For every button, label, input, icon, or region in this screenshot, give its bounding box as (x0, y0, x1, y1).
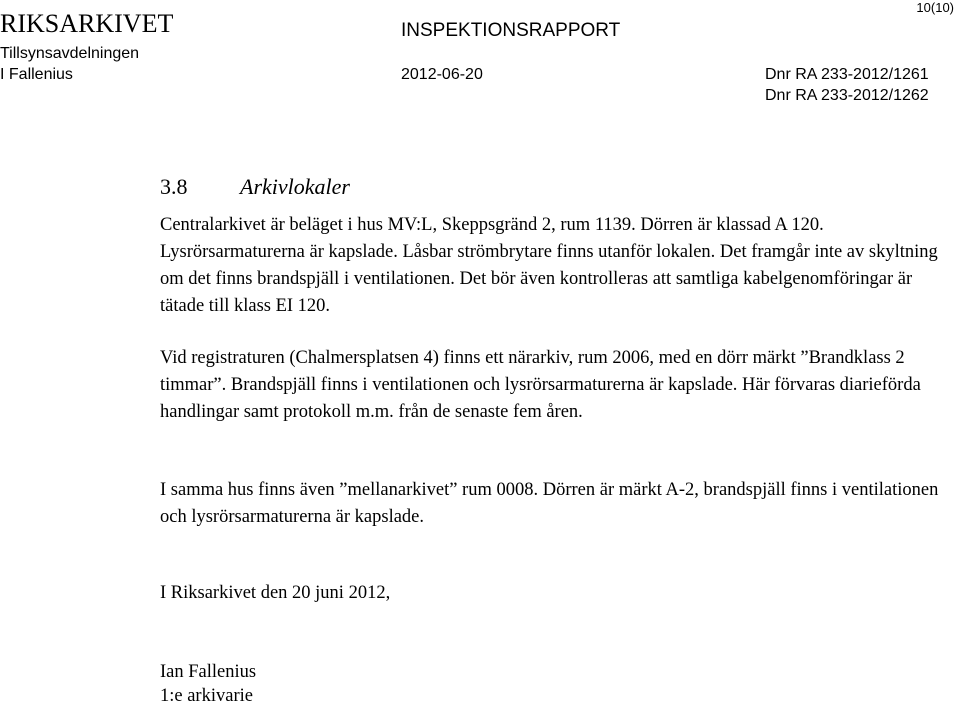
paragraph-registry-archive: Vid registraturen (Chalmersplatsen 4) finns ett närarkiv, rum 2006, med en dörr märkt ”Brandklass 2 timmar”. Brandspjäll finns i ventilationen och lysrörsarmaturerna är kapslade. Här förvaras diarieförda handlingar samt protokoll m.m. från de senaste fem åren. (160, 348, 921, 422)
signoff-place-date: I Riksarkivet den 20 juni 2012, (160, 583, 391, 603)
page-number: 10(10) (916, 0, 954, 15)
signer-name: Ian Fallenius (160, 662, 257, 682)
author-name: I Fallenius (0, 66, 73, 83)
organization-name: RIKSARKIVET (0, 9, 174, 38)
report-type: INSPEKTIONSRAPPORT (401, 20, 621, 41)
registration-number-1: Dnr RA 233-2012/1261 (765, 66, 929, 83)
report-date: 2012-06-20 (401, 66, 483, 83)
registration-number-2: Dnr RA 233-2012/1262 (765, 87, 929, 104)
section-heading (160, 174, 350, 200)
signer-title: 1:e arkivarie (160, 686, 253, 706)
paragraph-central-archive: Centralarkivet är beläget i hus MV:L, Skeppsgränd 2, rum 1139. Dörren är klassad A 120. Lysrörsarmaturerna är kapslade. Låsbar strömbrytare finns utanför lokalen. Det framgår inte av skyltning om det finns brandspjäll i ventilationen. Det bör även kontrolleras att samtliga kabelgenomföringar är tätade till klass EI 120. (160, 215, 938, 316)
paragraph-intermediate-archive: I samma hus finns även ”mellanarkivet” rum 0008. Dörren är märkt A-2, brandspjäll finns i ventilationen och lysrörsarmaturerna är kapslade. (160, 480, 939, 527)
department-name: Tillsynsavdelningen (0, 45, 140, 62)
section-number: 3.8 (160, 174, 188, 199)
section-title: Arkivlokaler (240, 174, 350, 199)
